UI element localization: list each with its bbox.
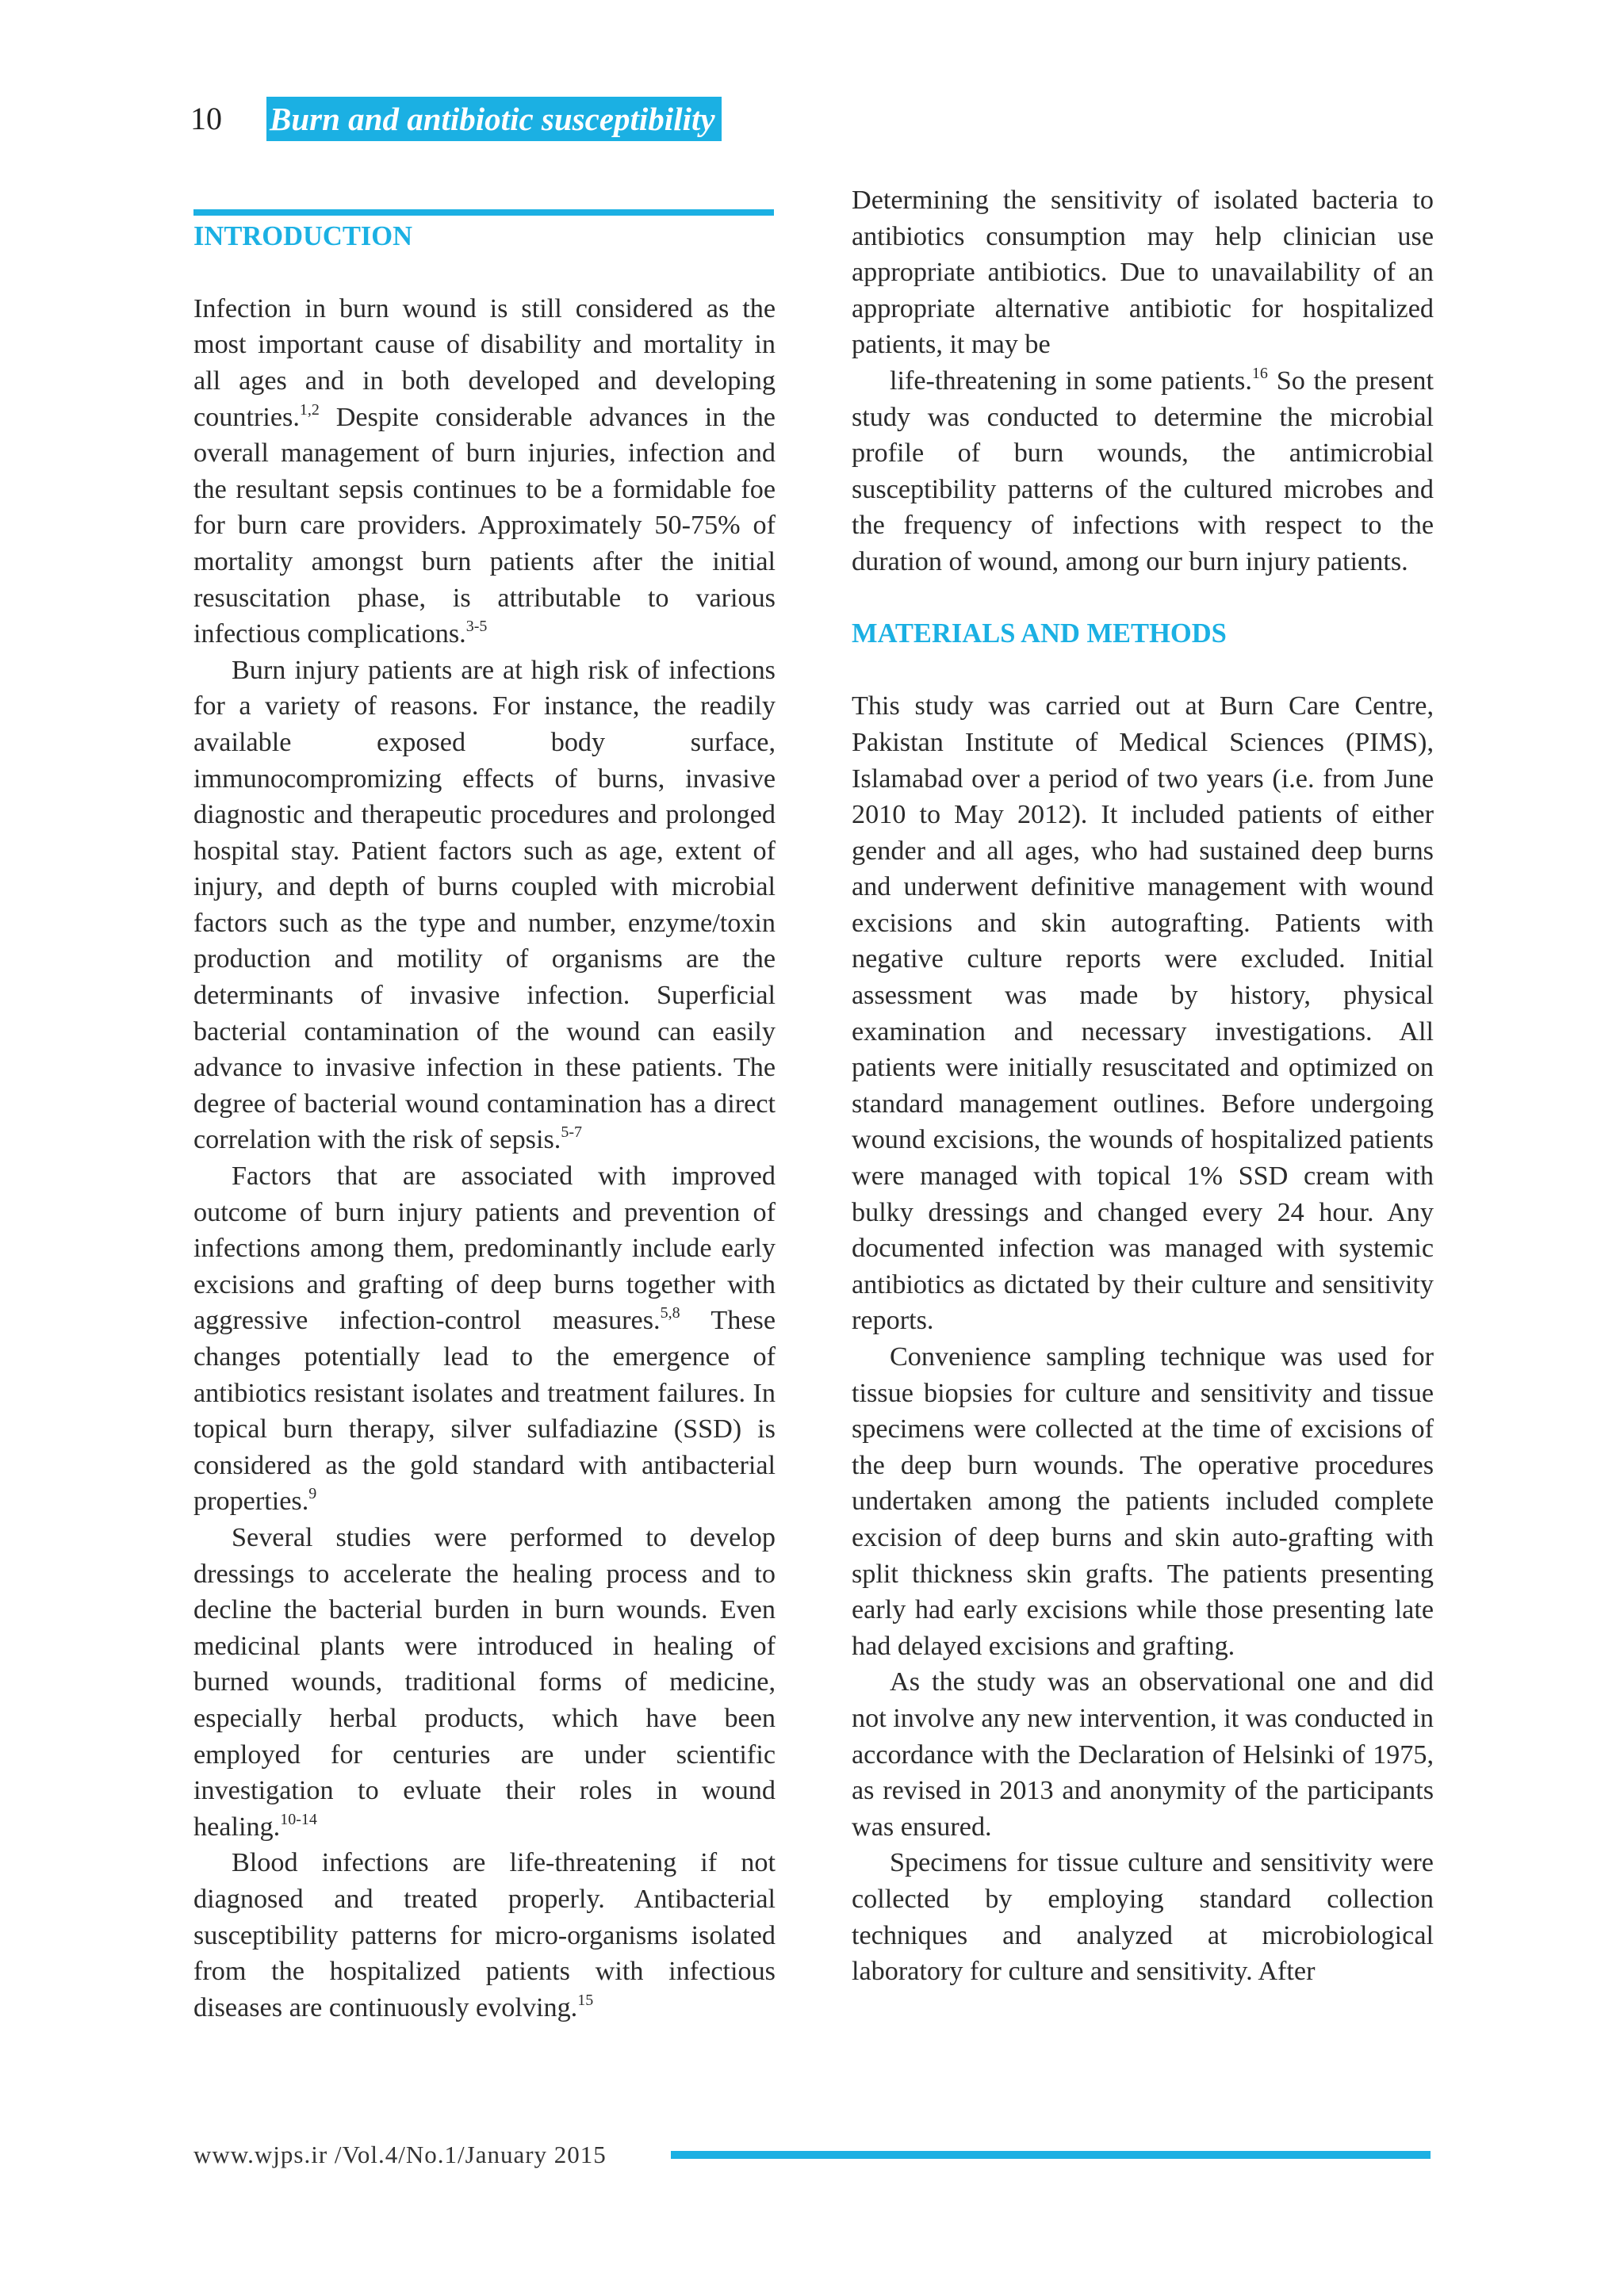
intro-paragraph-4: Several studies were performed to develop dressings to accelerate the healing process and to decline the bacterial burden in burn wounds. Even medicinal plants were introduced in healing of burned wounds, traditional forms of medicine, especially herbal products, which have been employed for centuries are under scientific investigation to evluate their roles in wound healing.$^{10-14}$	[193, 1522, 776, 1842]
section-spacer	[852, 580, 1434, 617]
footer-rule	[671, 2151, 1431, 2159]
methods-paragraph-2: Convenience sampling technique was used for tissue biopsies for culture and sensitivity and tissue specimens were collected at the time of excisions of the deep burn wounds. The operative procedures undertaken among the patients included complete excision of deep burns and skin auto-grafting with split thickness skin grafts. The patients presenting early had early excisions while those presenting late had delayed excisions and grafting.	[852, 1342, 1434, 1661]
intro-paragraph-7: life-threatening in some patients.$^{16}$ So the present study was conducted to determine the microbial profile of burn wounds, the antimicrobial susceptibility patterns of the cultured microbes and the frequency of infections with respect to the duration of wound, among our burn injury patients.	[852, 364, 1434, 576]
intro-paragraph-5: Blood infections are life-threatening if not diagnosed and treated properly. Antibacterial susceptibility patterns for micro-organisms isolated from the hospitalized patients with infectious diseases are continuously evolving.$^{15}$	[193, 1848, 776, 2022]
materials-methods-heading: MATERIALS AND METHODS	[852, 618, 1227, 649]
running-title: Burn and antibiotic susceptibility	[266, 97, 722, 141]
heading-spacer	[193, 254, 776, 291]
citation: 10-14	[280, 1810, 317, 1828]
intro-paragraph-3: Factors that are associated with improved outcome of burn injury patients and prevention of infections among them, predominantly include early excisions and grafting of deep burns together with aggressive infection-control measures.$^{5,8}$ These changes potentially lead to the emergence of antibiotics resistant isolates and treatment failures. In topical burn therapy, silver sulfadiazine (SSD) is considered as the gold standard with antibacterial properties.$^9$	[193, 1161, 776, 1517]
citation: 9	[308, 1485, 317, 1503]
right-column	[852, 182, 1434, 1990]
intro-paragraph-1: Infection in burn wound is still considered as the most important cause of disability and mortality in all ages and in both developed and developing countries.$^{1,2}$ Despite considerable advances in the overall management of burn injuries, infection and the resultant sepsis continues to be a formidable foe for burn care providers. Approximately 50-75% of mortality amongst burn patients after the initial resuscitation phase, is attributable to various infectious complications.$^{3-5}$	[193, 293, 776, 649]
methods-paragraph-1: This study was carried out at Burn Care Centre, Pakistan Institute of Medical Sciences (PIMS), Islamabad over a period of two years (i.e. from June 2010 to May 2012). It included patients of either gender and all ages, who had sustained deep burns and underwent definitive management with wound excisions and skin autografting. Patients with negative culture reports were excluded. Initial assessment was made by history, physical examination and necessary investigations. All patients were initially resuscitated and optimized on standard management outlines. Before undergoing wound excisions, the wounds of hospitalized patients were managed with topical 1% SSD cream with bulky dressings and changed every 24 hour. Any documented infection was managed with systemic antibiotics as dictated by their culture and sensitivity reports.	[852, 691, 1434, 1336]
citation: 1,2	[299, 400, 320, 419]
left-column	[193, 182, 776, 2026]
methods-paragraph-3: As the study was an observational one and did not involve any new intervention, it was conducted in accordance with the Declaration of Helsinki of 1975, as revised in 2013 and anonymity of the participants was ensured.	[852, 1667, 1434, 1842]
heading-spacer	[852, 652, 1434, 689]
intro-paragraph-6: Determining the sensitivity of isolated bacteria to antibiotics consumption may help clinician use appropriate antibiotics. Due to unavailability of an appropriate alternative antibiotic for hospitalized patients, it may be	[852, 186, 1434, 360]
citation: 5,8	[660, 1304, 680, 1322]
citation: 16	[1251, 364, 1268, 382]
citation: 5-7	[561, 1123, 583, 1142]
page-number: 10	[190, 101, 222, 136]
introduction-heading: INTRODUCTION	[193, 220, 413, 251]
citation: 3-5	[465, 618, 488, 636]
footer-journal-info: www.wjps.ir /Vol.4/No.1/January 2015	[193, 2141, 607, 2168]
intro-paragraph-2: Burn injury patients are at high risk of infections for a variety of reasons. For instance, the readily available exposed body surface, immunocompromizing effects of burns, invasive diagnostic and therapeutic procedures and prolonged hospital stay. Patient factors such as age, extent of injury, and depth of burns coupled with microbial factors such as the type and number, enzyme/toxin production and motility of organisms are the determinants of invasive infection. Superficial bacterial contamination of the wound can easily advance to invasive infection in these patients. The degree of bacterial wound contamination has a direct correlation with the risk of sepsis.$^{5-7}$	[193, 655, 776, 1155]
methods-paragraph-4: Specimens for tissue culture and sensitivity were collected by employing standard collection techniques and analyzed at microbiological laboratory for culture and sensitivity. After	[852, 1848, 1434, 1987]
citation: 15	[577, 1991, 594, 2009]
